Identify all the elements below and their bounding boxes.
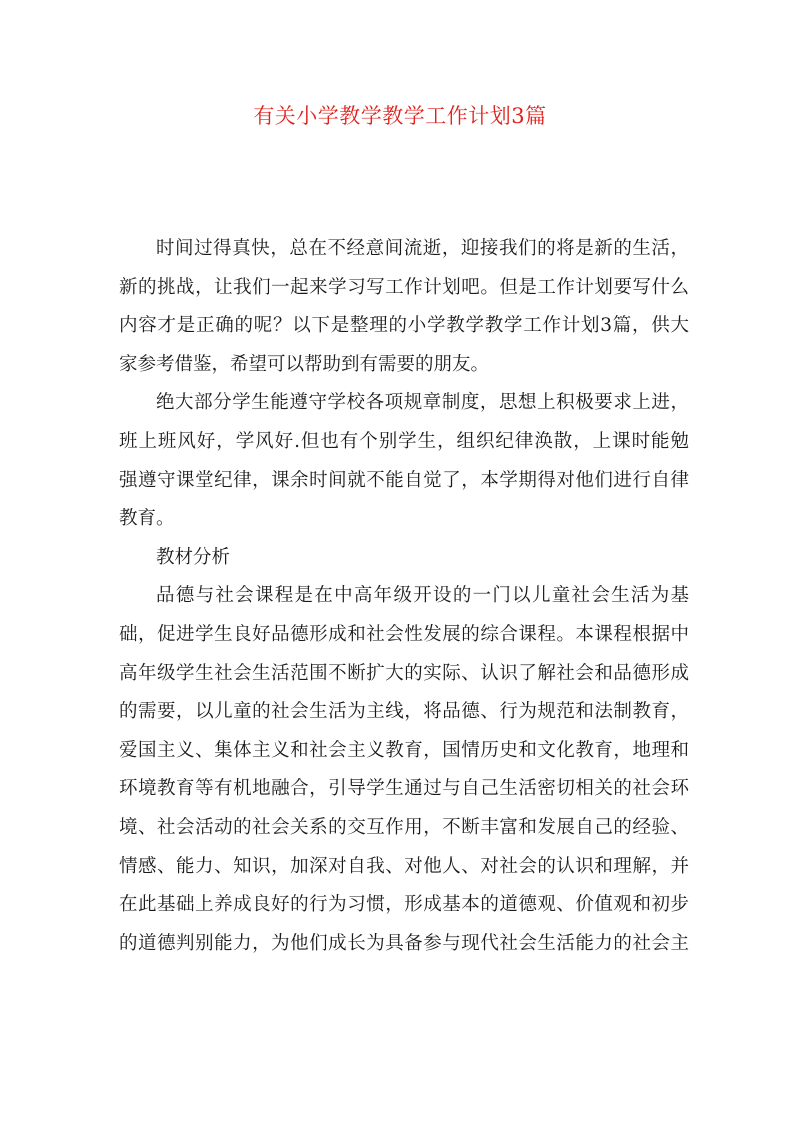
- text-line: 环境教育等有机地融合，引导学生通过与自己生活密切相关的社会环: [119, 778, 689, 800]
- text-line: 绝大部分学生能遵守学校各项规章制度，思想上积极要求上进，: [156, 392, 689, 414]
- text-line: 内容才是正确的呢？以下是整理的小学教学教学工作计划3篇，供大: [119, 315, 689, 337]
- text-line: 强遵守课堂纪律，课余时间就不能自觉了，本学期得对他们进行自律: [119, 469, 689, 491]
- text-line: 教材分析: [156, 546, 231, 568]
- paragraph-students: [119, 384, 689, 538]
- paragraph-intro: [119, 230, 689, 384]
- text-line: 础，促进学生良好品德形成和社会性发展的综合课程。本课程根据中: [119, 623, 689, 645]
- text-line: 高年级学生社会生活范围不断扩大的实际、认识了解社会和品德形成: [119, 662, 689, 684]
- section-heading-textbook-analysis: [119, 539, 689, 578]
- text-line: 的道德判别能力，为他们成长为具备参与现代社会生活能力的社会主: [119, 932, 689, 954]
- paragraph-course: [119, 577, 689, 963]
- document-body: [119, 230, 689, 963]
- text-line: 新的挑战，让我们一起来学习写工作计划吧。但是工作计划要写什么: [119, 276, 689, 298]
- text-line: 爱国主义、集体主义和社会主义教育，国情历史和文化教育，地理和: [119, 739, 689, 761]
- text-line: 时间过得真快，总在不经意间流逝，迎接我们的将是新的生活，: [156, 238, 689, 259]
- text-line: 家参考借鉴，希望可以帮助到有需要的朋友。: [119, 353, 490, 375]
- text-line: 的需要，以儿童的社会生活为主线，将品德、行为规范和法制教育，: [119, 701, 689, 723]
- text-line: 班上班风好，学风好.但也有个别学生，组织纪律涣散，上课时能勉: [119, 430, 689, 452]
- text-line: 教育。: [119, 508, 175, 530]
- text-line: 在此基础上养成良好的行为习惯，形成基本的道德观、价值观和初步: [119, 894, 689, 916]
- document-title: 有关小学教学教学工作计划3篇: [253, 104, 547, 128]
- text-line: 情感、能力、知识，加深对自我、对他人、对社会的认识和理解，并: [119, 855, 689, 877]
- text-line: 境、社会活动的社会关系的交互作用，不断丰富和发展自己的经验、: [119, 816, 689, 838]
- text-line: 品德与社会课程是在中高年级开设的一门以儿童社会生活为基: [156, 585, 689, 607]
